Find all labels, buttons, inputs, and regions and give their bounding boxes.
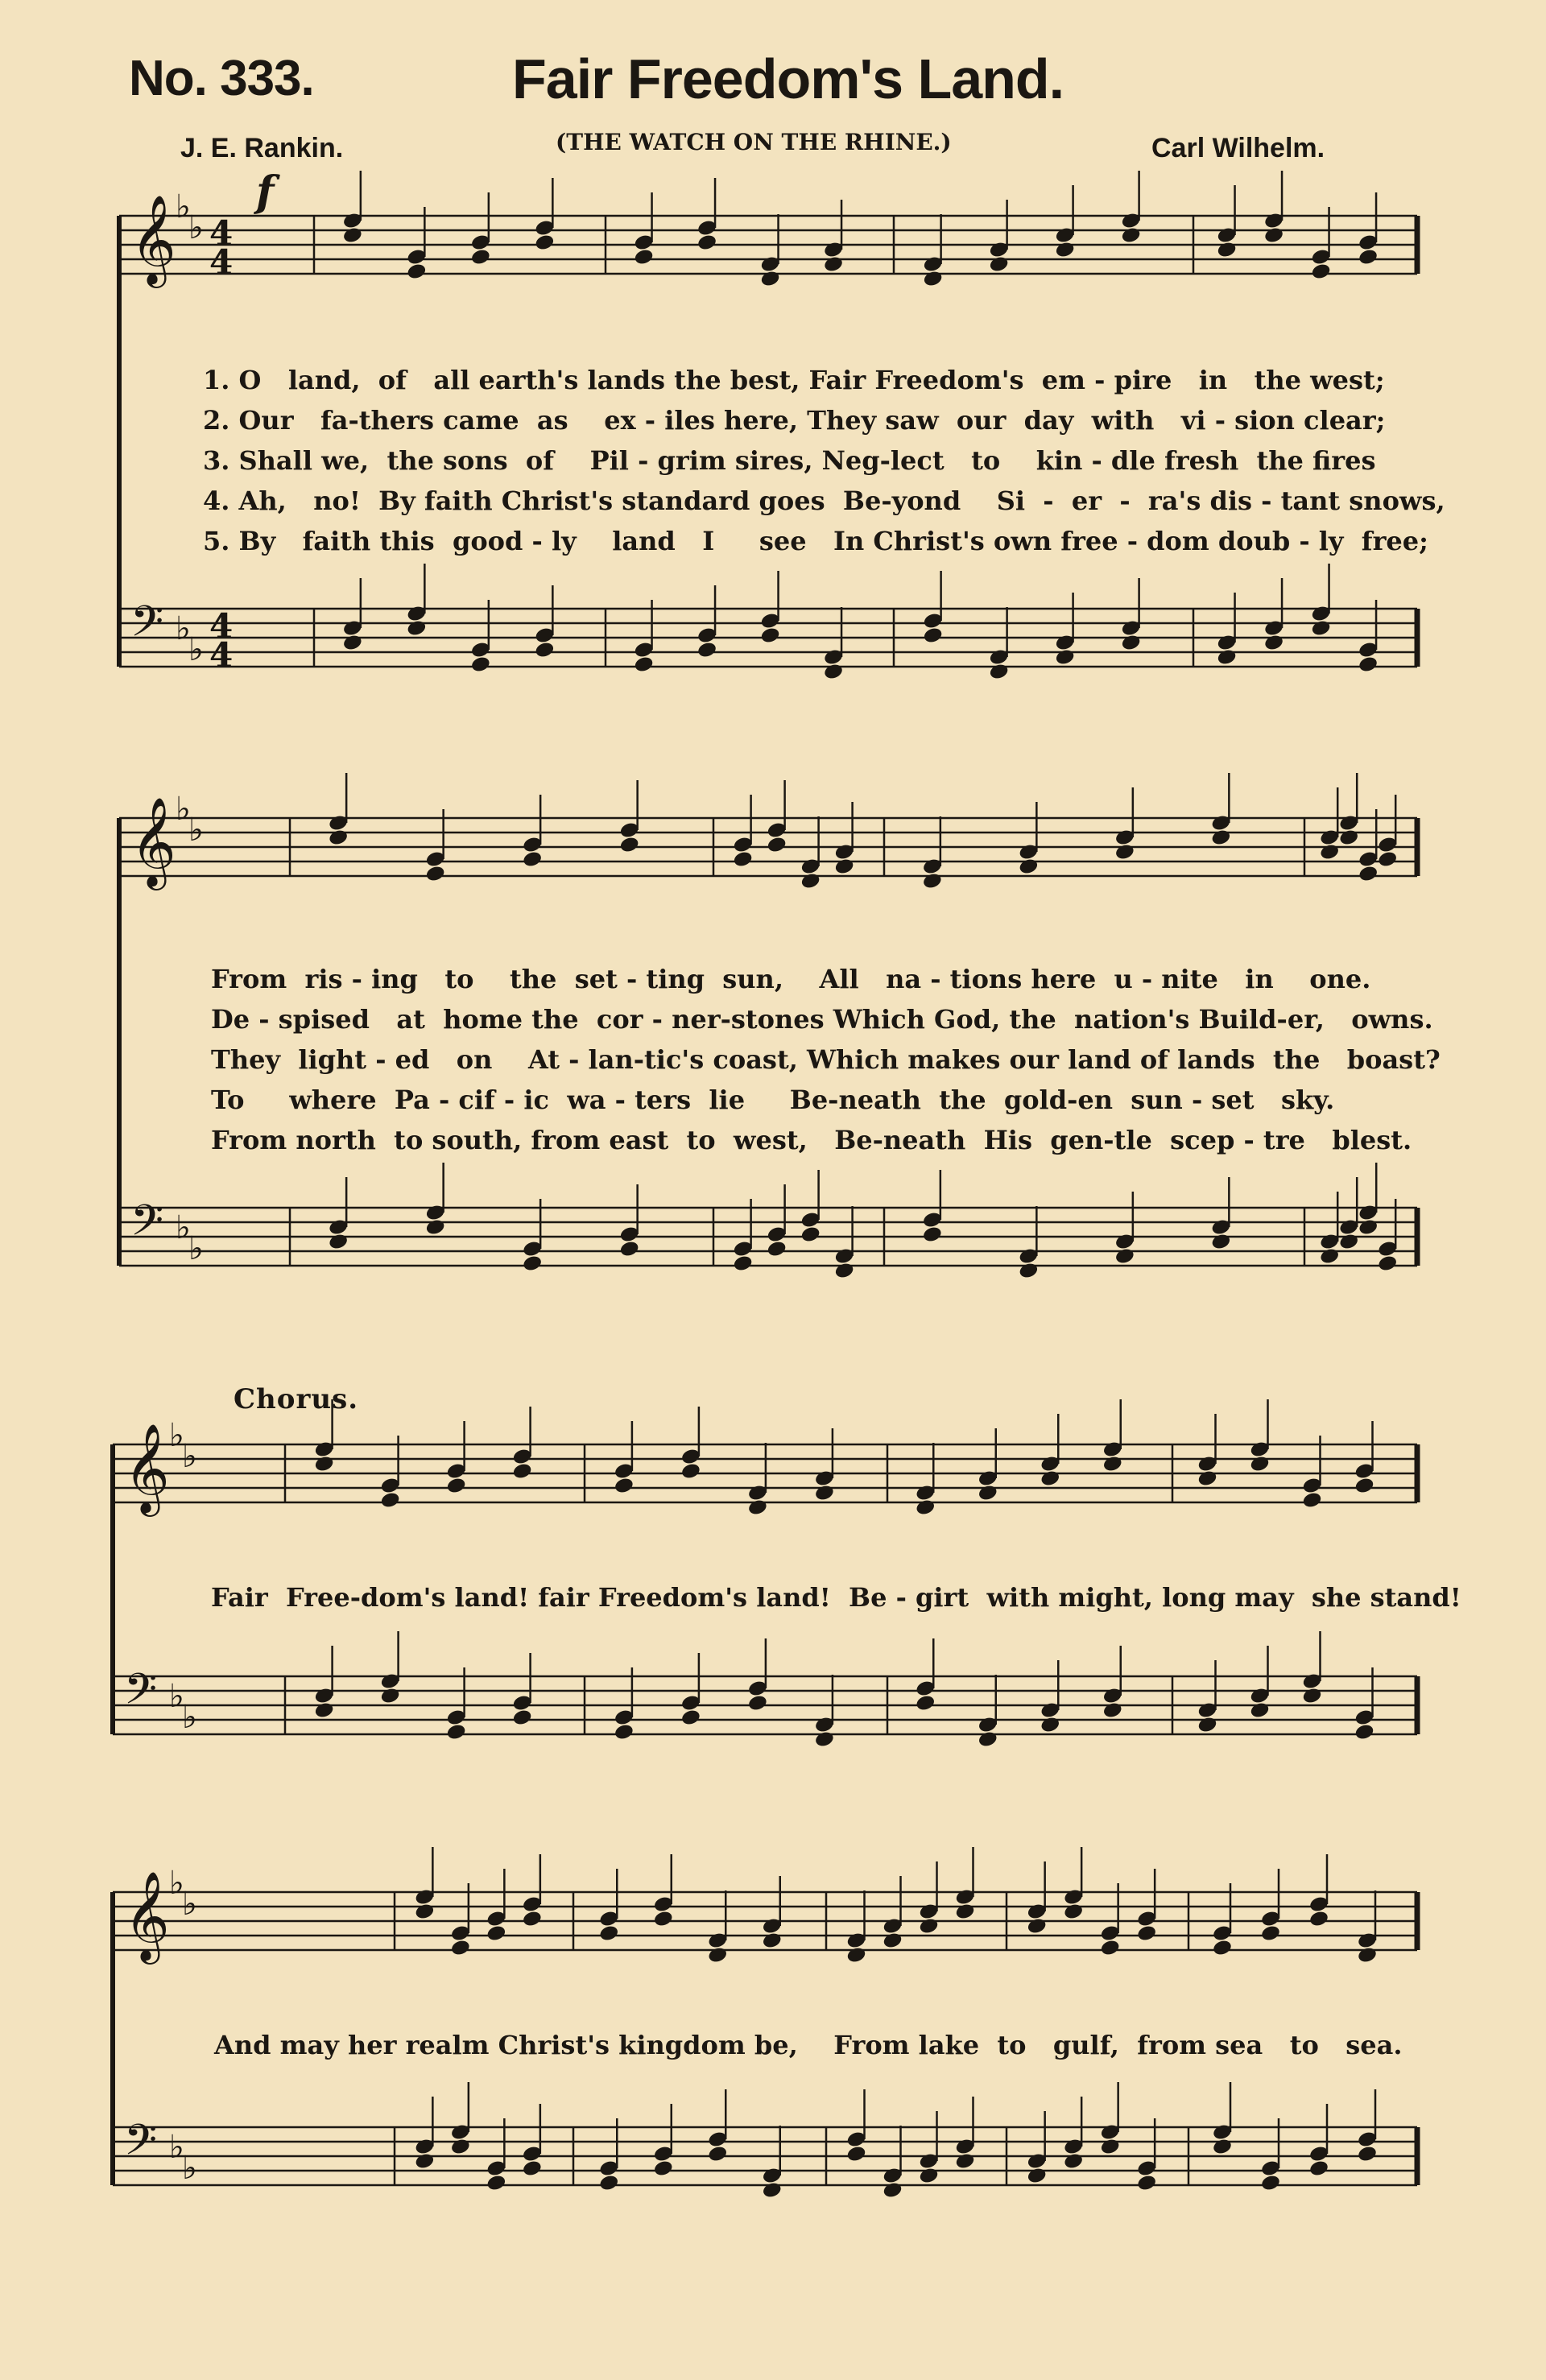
- flat-sign: ♭: [169, 1865, 184, 1902]
- note-head: [1249, 1701, 1270, 1720]
- note-head: [1310, 262, 1331, 281]
- note-head: [1040, 1716, 1060, 1734]
- note-head: [680, 1462, 701, 1481]
- bass-clef: 𝄢: [130, 597, 164, 657]
- note-head: [1260, 2174, 1281, 2192]
- note-head: [414, 1903, 435, 1921]
- note-head: [915, 1694, 936, 1713]
- note-head: [697, 641, 717, 659]
- hymn-title: Fair Freedom's Land.: [512, 48, 1064, 110]
- note-head: [342, 634, 363, 652]
- note-head: [522, 1254, 543, 1273]
- note-head: [918, 2167, 939, 2185]
- note-head: [1357, 2145, 1378, 2163]
- note-head: [380, 1687, 401, 1705]
- note-head: [954, 1903, 975, 1921]
- flat-sign: ♭: [169, 1678, 184, 1715]
- note-head: [1100, 2138, 1121, 2156]
- note-head: [1210, 828, 1231, 847]
- flat-sign: ♭: [176, 1209, 191, 1246]
- verse-3-line-2: They light - ed on At - lan-tic's coast, Which makes our land of lands the boast?: [211, 1044, 1441, 1075]
- note-head: [747, 1498, 768, 1517]
- note-head: [697, 233, 717, 252]
- flat-sign: ♭: [188, 631, 204, 668]
- note-head: [1018, 857, 1039, 876]
- note-head: [1263, 634, 1284, 652]
- note-head: [759, 626, 780, 645]
- note-head: [1197, 1469, 1217, 1488]
- verse-4-line-2: To where Pa - cif - ic wa - ters lie Be-neath the gold-en sun - set sky.: [211, 1085, 1335, 1115]
- verse-2-line-2: De - spised at home the cor - ner-stones Which God, the nation's Build-er, owns.: [211, 1004, 1433, 1035]
- note-head: [1114, 843, 1135, 862]
- note-head: [1212, 2138, 1233, 2156]
- note-head: [446, 1477, 467, 1495]
- note-head: [414, 2152, 435, 2171]
- note-head: [1338, 1233, 1359, 1251]
- note-head: [845, 2145, 866, 2163]
- treble-clef: 𝄞: [130, 796, 176, 886]
- note-head: [823, 255, 844, 274]
- note-head: [425, 1218, 446, 1237]
- note-head: [1114, 1247, 1135, 1266]
- note-head: [534, 641, 555, 659]
- note-head: [1100, 1939, 1121, 1957]
- note-head: [450, 1939, 471, 1957]
- flat-sign: ♭: [188, 1230, 204, 1267]
- verse-5-line-2: From north to south, from east to west, Be-neath His gen-tle scep - tre blest.: [211, 1125, 1412, 1155]
- note-head: [1338, 828, 1359, 847]
- note-head: [1216, 648, 1237, 667]
- note-head: [762, 1932, 783, 1950]
- verse-5-line-1: 5. By faith this good - ly land I see In Christ's own free - dom doub - ly free;: [203, 526, 1428, 556]
- note-head: [814, 1730, 835, 1749]
- note-head: [680, 1709, 701, 1727]
- note-head: [406, 619, 427, 638]
- note-head: [1358, 248, 1379, 267]
- note-head: [1212, 1939, 1233, 1957]
- flat-sign: ♭: [176, 188, 191, 225]
- note-head: [1310, 619, 1331, 638]
- note-head: [845, 1946, 866, 1965]
- note-head: [1308, 2159, 1329, 2178]
- note-head: [633, 248, 654, 267]
- verse-2-line-1: 2. Our fa-thers came as ex - iles here, They saw our day with vi - sion clear;: [203, 405, 1386, 436]
- note-head: [1301, 1687, 1322, 1705]
- note-head: [1216, 241, 1237, 259]
- treble-clef: 𝄞: [124, 1423, 170, 1513]
- note-head: [1377, 1254, 1398, 1273]
- note-head: [989, 663, 1010, 681]
- note-head: [380, 1491, 401, 1510]
- note-head: [767, 836, 787, 854]
- note-head: [747, 1694, 768, 1713]
- note-head: [989, 255, 1010, 274]
- note-head: [978, 1484, 998, 1502]
- note-head: [978, 1730, 998, 1749]
- flat-sign: ♭: [176, 610, 191, 647]
- note-head: [1308, 1910, 1329, 1928]
- note-head: [762, 2181, 783, 2200]
- note-head: [512, 1462, 533, 1481]
- note-head: [619, 1240, 640, 1258]
- note-head: [1358, 865, 1379, 883]
- note-head: [1136, 2174, 1157, 2192]
- note-head: [707, 1946, 728, 1965]
- note-head: [707, 2145, 728, 2163]
- note-head: [1018, 1262, 1039, 1280]
- note-head: [1263, 226, 1284, 245]
- flat-sign: ♭: [182, 1886, 197, 1923]
- note-head: [882, 1932, 903, 1950]
- note-head: [1377, 850, 1398, 869]
- note-head: [759, 270, 780, 288]
- note-head: [314, 1701, 335, 1720]
- note-head: [1055, 648, 1076, 667]
- note-head: [733, 850, 754, 869]
- chorus-line-1: Fair Free-dom's land! fair Freedom's land! Be - girt with might, long may she stand!: [211, 1582, 1461, 1613]
- note-head: [1260, 1924, 1281, 1943]
- note-head: [767, 1240, 787, 1258]
- note-head: [1319, 843, 1340, 862]
- note-head: [800, 872, 821, 890]
- tune-name: (THE WATCH ON THE RHINE.): [556, 129, 952, 155]
- note-head: [598, 1924, 619, 1943]
- flat-sign: ♭: [182, 1438, 197, 1475]
- note-head: [1121, 634, 1142, 652]
- note-head: [342, 226, 363, 245]
- note-head: [446, 1723, 467, 1742]
- time-signature-bottom: 4: [209, 242, 234, 282]
- note-head: [653, 2159, 674, 2178]
- time-signature-top: 4: [209, 606, 234, 646]
- note-head: [470, 655, 491, 674]
- note-head: [406, 262, 427, 281]
- flat-sign: ♭: [169, 1417, 184, 1454]
- note-head: [1027, 1917, 1048, 1936]
- flat-sign: ♭: [188, 209, 204, 246]
- note-head: [1210, 1233, 1231, 1251]
- note-head: [1102, 1701, 1123, 1720]
- note-head: [633, 655, 654, 674]
- verse-4-line-1: 4. Ah, no! By faith Christ's standard goes Be-yond Si - er - ra's dis - tant snows,: [203, 486, 1445, 516]
- verse-1-line-1: 1. O land, of all earth's lands the best, Fair Freedom's em - pire in the west;: [203, 365, 1385, 395]
- note-head: [923, 270, 944, 288]
- verse-1-line-2: From ris - ing to the set - ting sun, All na - tions here u - nite in one.: [211, 964, 1371, 994]
- flat-sign: ♭: [182, 2150, 197, 2187]
- note-head: [470, 248, 491, 267]
- note-head: [1249, 1455, 1270, 1473]
- note-head: [614, 1723, 635, 1742]
- note-head: [619, 836, 640, 854]
- note-head: [733, 1254, 754, 1273]
- note-head: [1301, 1491, 1322, 1510]
- note-head: [1027, 2167, 1048, 2185]
- note-head: [1040, 1469, 1060, 1488]
- forte-dynamic-mark: f: [256, 167, 275, 217]
- note-head: [1055, 241, 1076, 259]
- note-head: [425, 865, 446, 883]
- time-signature-top: 4: [209, 213, 234, 253]
- note-head: [922, 1225, 943, 1244]
- note-head: [1063, 1903, 1084, 1921]
- note-head: [328, 828, 349, 847]
- note-head: [1136, 1924, 1157, 1943]
- hymn-number: No. 333.: [129, 51, 314, 106]
- chorus-label: Chorus.: [234, 1383, 359, 1415]
- note-head: [653, 1910, 674, 1928]
- note-head: [1063, 2152, 1084, 2171]
- verse-3-line-1: 3. Shall we, the sons of Pil - grim sires, Neg-lect to kin - dle fresh the fires: [203, 445, 1376, 476]
- time-signature-bottom: 4: [209, 635, 234, 675]
- note-head: [450, 2138, 471, 2156]
- treble-clef: 𝄞: [130, 194, 176, 284]
- note-head: [522, 2159, 543, 2178]
- note-head: [800, 1225, 821, 1244]
- note-head: [486, 1924, 506, 1943]
- note-head: [534, 233, 555, 252]
- note-head: [1354, 1723, 1374, 1742]
- note-head: [522, 1910, 543, 1928]
- note-head: [1319, 1247, 1340, 1266]
- note-head: [954, 2152, 975, 2171]
- flat-sign: ♭: [169, 2129, 184, 2166]
- note-head: [328, 1233, 349, 1251]
- lyricist-credit: J. E. Rankin.: [180, 133, 344, 163]
- note-head: [915, 1498, 936, 1517]
- note-head: [1121, 226, 1142, 245]
- note-head: [882, 2181, 903, 2200]
- bass-clef: 𝄢: [130, 1196, 164, 1256]
- composer-credit: Carl Wilhelm.: [1151, 133, 1325, 163]
- note-head: [1358, 1218, 1379, 1237]
- note-head: [522, 850, 543, 869]
- note-head: [1102, 1455, 1123, 1473]
- note-head: [918, 1917, 939, 1936]
- flat-sign: ♭: [182, 1699, 197, 1736]
- flat-sign: ♭: [188, 812, 204, 849]
- note-head: [314, 1455, 335, 1473]
- bass-clef: 𝄢: [124, 2116, 158, 2175]
- bass-clef: 𝄢: [124, 1665, 158, 1725]
- note-head: [834, 1262, 855, 1280]
- flat-sign: ♭: [176, 791, 191, 828]
- treble-clef: 𝄞: [124, 1870, 170, 1961]
- note-head: [1358, 655, 1379, 674]
- note-head: [834, 857, 855, 876]
- note-head: [1357, 1946, 1378, 1965]
- note-head: [823, 663, 844, 681]
- note-head: [814, 1484, 835, 1502]
- note-head: [1197, 1716, 1217, 1734]
- chorus-line-2: And may her realm Christ's kingdom be, From lake to gulf, from sea to sea.: [214, 2030, 1403, 2060]
- note-head: [923, 626, 944, 645]
- note-head: [922, 872, 943, 890]
- note-head: [512, 1709, 533, 1727]
- note-head: [614, 1477, 635, 1495]
- note-head: [598, 2174, 619, 2192]
- note-head: [1354, 1477, 1374, 1495]
- note-head: [486, 2174, 506, 2192]
